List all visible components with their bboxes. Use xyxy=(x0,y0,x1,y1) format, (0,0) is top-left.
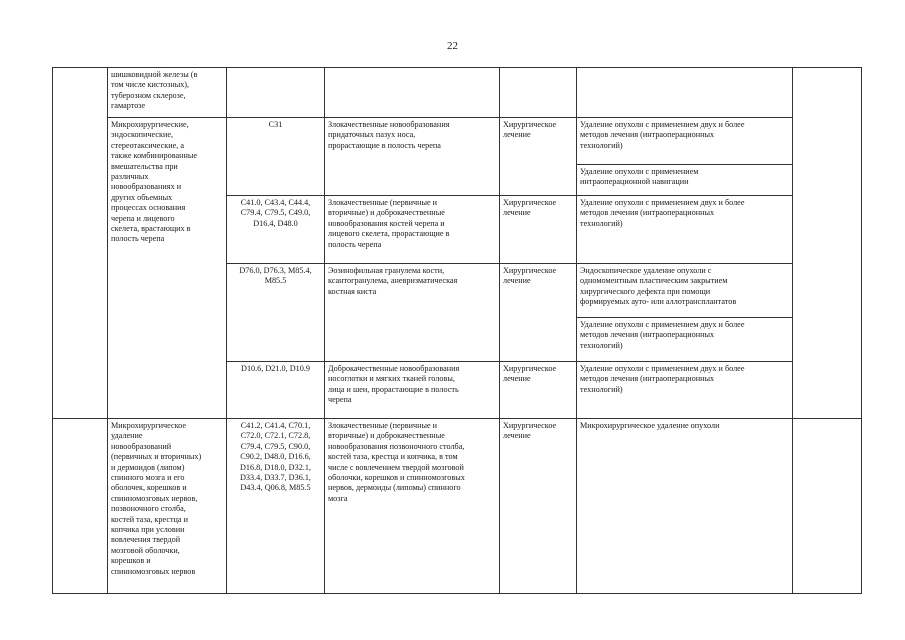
method-text: Микрохирургическое удаление опухоли xyxy=(580,421,720,430)
codes-cell xyxy=(227,264,325,362)
treatment-type: Хирургическое лечение xyxy=(503,421,557,441)
page-number: 22 xyxy=(447,40,458,52)
group-name-cell xyxy=(108,118,227,419)
table-row xyxy=(53,419,862,594)
row-number-cell xyxy=(53,419,108,594)
method-cell xyxy=(577,165,793,196)
row-number-cell xyxy=(53,68,108,419)
table-row xyxy=(53,118,862,165)
method-text: Удаление опухоли с применением двух и более методов лечения (интраоперационных технологий) xyxy=(580,120,745,150)
diagnosis-cell xyxy=(325,419,500,594)
method-text: Удаление опухоли с применением двух и более методов лечения (интраоперационных технологий) xyxy=(580,198,745,228)
diagnosis-text: Злокачественные новообразования придаточных пазух носа, прорастающие в полость черепа xyxy=(328,120,450,150)
cost-cell xyxy=(793,68,862,419)
codes-cell xyxy=(227,362,325,419)
icd-codes: D76.0, D76.3, M85.4, M85.5 xyxy=(239,266,312,286)
method-cell xyxy=(577,318,793,362)
icd-codes: C41.0, C43.4, C44.4, C79.4, C79.5, C49.0, D16.4, D48.0 xyxy=(240,198,311,228)
diagnosis-text: Злокачественные (первичные и вторичные) и доброкачественные новообразования костей черепа и лицевого скелета, прорастающие в полость черепа xyxy=(328,198,450,249)
diagnosis-text: Доброкачественные новообразования носоглотки и мягких тканей головы, лица и шеи, прорастающие в полость черепа xyxy=(328,364,460,405)
diagnosis-text: Эозинофильная гранулема кости, ксантогранулема, аневризматическая костная киста xyxy=(328,266,458,296)
group-name-cell xyxy=(108,419,227,594)
cost-cell xyxy=(793,419,862,594)
treatment-type: Хирургическое лечение xyxy=(503,266,557,286)
treatment-type-cell xyxy=(500,362,577,419)
diagnosis-cell xyxy=(325,196,500,264)
codes-cell xyxy=(227,68,325,118)
method-text: Удаление опухоли с применением двух и более методов лечения (интраоперационных технологий) xyxy=(580,320,745,350)
group-name: Микрохирургическое удаление новообразований (первичных и вторичных) и дермоидов (липом) спинного мозга и его оболочек, корешков и спинномозговых нервов, позвоночного столба, костей таза, крестца и копчика при условии вовлечения твердой мозговой оболочки, корешков и спинномозговых нервов xyxy=(111,421,202,576)
treatment-type-cell xyxy=(500,419,577,594)
treatment-type: Хирургическое лечение xyxy=(503,364,557,384)
group-name: Микрохирургические, эндоскопические, стереотаксические, а также комбинированные вмешательства при различных новообразованиях и других объемных процессах основания черепа и лицевого скелета, врастающих в полость черепа xyxy=(111,120,197,244)
treatment-type: Хирургическое лечение xyxy=(503,120,557,140)
method-cell xyxy=(577,264,793,318)
table-row xyxy=(53,68,862,118)
icd-codes: C41.2, C41.4, C70.1, C72.0, C72.1, C72.8, C79.4, C79.5, C90.0, C90.2, D48.0, D16.6, D16.8, D18.0, D32.1, D33.4, D33.7, D36.1, D43.4, Q06.8, M85.5 xyxy=(240,421,311,493)
method-cell xyxy=(577,362,793,419)
treatment-type-cell xyxy=(500,118,577,196)
treatment-type-cell xyxy=(500,196,577,264)
method-text: Эндоскопическое удаление опухоли с одномоментным пластическим закрытием хирургического дефекта при помощи формируемых ауто- или аллотрансплантатов xyxy=(580,266,737,307)
icd-codes: C31 xyxy=(268,120,283,129)
diagnosis-cell xyxy=(325,118,500,196)
icd-codes: D10.6, D21.0, D10.9 xyxy=(241,364,310,373)
codes-cell xyxy=(227,196,325,264)
method-text: Удаление опухоли с применением двух и более методов лечения (интраоперационных технологий) xyxy=(580,364,745,394)
medical-services-table xyxy=(52,67,862,594)
method-cell xyxy=(577,118,793,165)
group-name-cell xyxy=(108,68,227,118)
diagnosis-cell xyxy=(325,362,500,419)
diagnosis-text: Злокачественные (первичные и вторичные) и доброкачественные новообразования позвоночного столба, костей таза, крестца и копчика, в том числе с вовлечением твердой мозговой оболочки, корешков и спинномозговых нервов, дермоиды (липомы) спинного мозга xyxy=(328,421,465,503)
group-name: шишковидной железы (в том числе кистозных), туберозном склерозе, гамартозе xyxy=(111,70,198,111)
treatment-type-cell xyxy=(500,68,577,118)
method-cell xyxy=(577,196,793,264)
treatment-type-cell xyxy=(500,264,577,362)
method-cell xyxy=(577,419,793,594)
method-cell xyxy=(577,68,793,118)
treatment-type: Хирургическое лечение xyxy=(503,198,557,218)
diagnosis-cell xyxy=(325,68,500,118)
method-text: Удаление опухоли с применением интраоперационной навигации xyxy=(580,167,699,187)
diagnosis-cell xyxy=(325,264,500,362)
codes-cell xyxy=(227,118,325,196)
codes-cell xyxy=(227,419,325,594)
